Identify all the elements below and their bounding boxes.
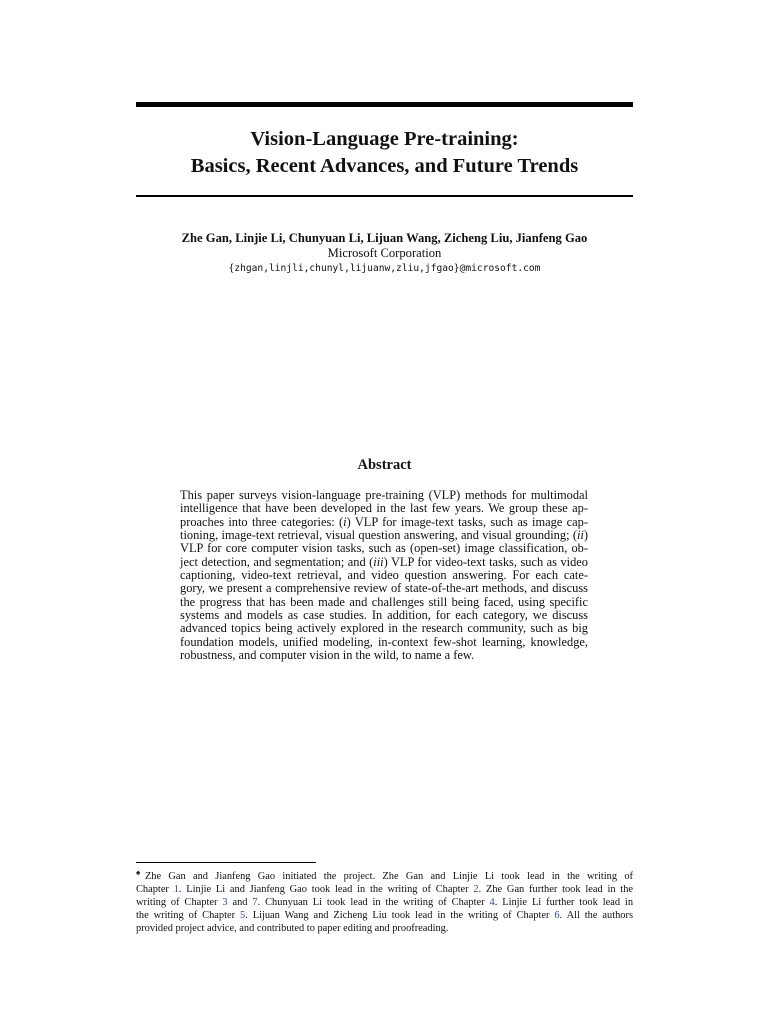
enum-marker: iii: [373, 554, 384, 569]
abstract-line: [180, 502, 588, 515]
title-top-rule: [136, 102, 633, 107]
abstract-text: ) VLP for image-text tasks, such as image cap-: [346, 514, 588, 529]
footnote: [136, 866, 633, 935]
abstract-text: intelligence that have been developed in the last few years. We group these ap-: [180, 501, 588, 516]
footnote-text: and: [227, 897, 253, 909]
abstract-text: captioning, video-text retrieval, and video question answering. For each cate-: [180, 568, 588, 583]
footnote-text: Chapter: [136, 884, 174, 896]
abstract-line: [180, 489, 588, 502]
enum-marker: i: [343, 514, 347, 529]
abstract-text: systems and models as case studies. In addition, for each category, we discuss: [180, 608, 588, 623]
abstract-text: gory, we present a comprehensive review of state-of-the-art methods, and discuss: [180, 581, 588, 596]
title-line-2: Basics, Recent Advances, and Future Trends: [190, 155, 579, 177]
abstract-line: [180, 569, 588, 582]
footnote-line: [136, 909, 633, 922]
abstract-text: foundation models, unified modeling, in-context few-shot learning, knowledge,: [180, 634, 588, 649]
footnote-line: [136, 866, 633, 883]
abstract-text: advanced topics being actively explored in the research community, such as big: [180, 621, 588, 636]
chapter-link[interactable]: 2: [473, 884, 479, 896]
footnote-rule: [136, 862, 316, 863]
author-emails: {zhgan,linjli,chunyl,lijuanw,zliu,jfgao}@microsoft.com: [228, 263, 541, 274]
abstract-line: [180, 596, 588, 609]
title-bottom-rule: [136, 195, 633, 197]
enum-marker: ii: [576, 528, 584, 543]
abstract-text: ): [583, 528, 588, 543]
footnote-line: [136, 922, 633, 935]
abstract-text: ject detection, and segmentation; and (: [180, 554, 374, 569]
footnote-text: . Linjie Li and Jianfeng Gao took lead in the writing of Chapter: [178, 884, 474, 896]
abstract-line: [180, 609, 588, 622]
footnote-text: . Lijuan Wang and Zicheng Liu took lead in the writing of Chapter: [245, 910, 555, 922]
chapter-link[interactable]: 4: [489, 897, 495, 909]
abstract-body: [180, 489, 588, 662]
chapter-link[interactable]: 7: [252, 897, 258, 909]
footnote-text: . Chunyuan Li took lead in the writing of Chapter: [257, 897, 490, 909]
footnote-line: [136, 883, 633, 896]
abstract-text: This paper surveys vision-language pre-training (VLP) methods for multimodal: [180, 488, 588, 502]
title-line-1: Vision-Language Pre-training:: [250, 128, 519, 150]
footnote-text: . Zhe Gan further took lead in the: [478, 884, 634, 896]
footnote-text: . All the authors: [559, 910, 633, 922]
chapter-link[interactable]: 5: [239, 910, 246, 922]
abstract-text: tioning, image-text retrieval, visual question answering, and visual grounding; (: [180, 528, 577, 543]
abstract-line: [180, 529, 588, 542]
abstract-text: the progress that has been made and challenges still being faced, using specific: [180, 594, 588, 609]
affiliation: Microsoft Corporation: [327, 246, 442, 260]
footnote-line: [136, 896, 633, 909]
chapter-link[interactable]: 6: [554, 910, 560, 922]
abstract-text: proaches into three categories: (: [180, 514, 344, 529]
abstract-line: [180, 556, 588, 569]
abstract-line: [180, 649, 588, 662]
paper-title: [136, 126, 633, 180]
author-list: Zhe Gan, Linjie Li, Chunyuan Li, Lijuan Wang, Zicheng Liu, Jianfeng Gao: [181, 231, 588, 245]
footnote-text: provided project advice, and contributed to paper editing and proofreading.: [136, 923, 449, 935]
abstract-line: [180, 636, 588, 649]
abstract-line: [180, 516, 588, 529]
spade-icon: ♠: [136, 868, 145, 877]
footnote-text: Zhe Gan and Jianfeng Gao initiated the project. Zhe Gan and Linjie Li took lead in the writing of: [144, 871, 634, 882]
chapter-link[interactable]: 3: [222, 897, 228, 909]
abstract-line: [180, 582, 588, 595]
footnote-text: . Linjie Li further took lead in: [494, 897, 634, 909]
abstract-text: ) VLP for video-text tasks, such as video: [383, 554, 588, 569]
abstract-heading: Abstract: [357, 457, 412, 473]
abstract-text: VLP for core computer vision tasks, such as (open-set) image classification, ob-: [180, 541, 588, 556]
abstract-text: robustness, and computer vision in the wild, to name a few.: [180, 648, 475, 663]
abstract-line: [180, 622, 588, 635]
chapter-link[interactable]: 1: [173, 884, 179, 896]
abstract-line: [180, 542, 588, 555]
footnote-text: the writing of Chapter: [136, 910, 240, 922]
footnote-text: writing of Chapter: [136, 897, 223, 909]
